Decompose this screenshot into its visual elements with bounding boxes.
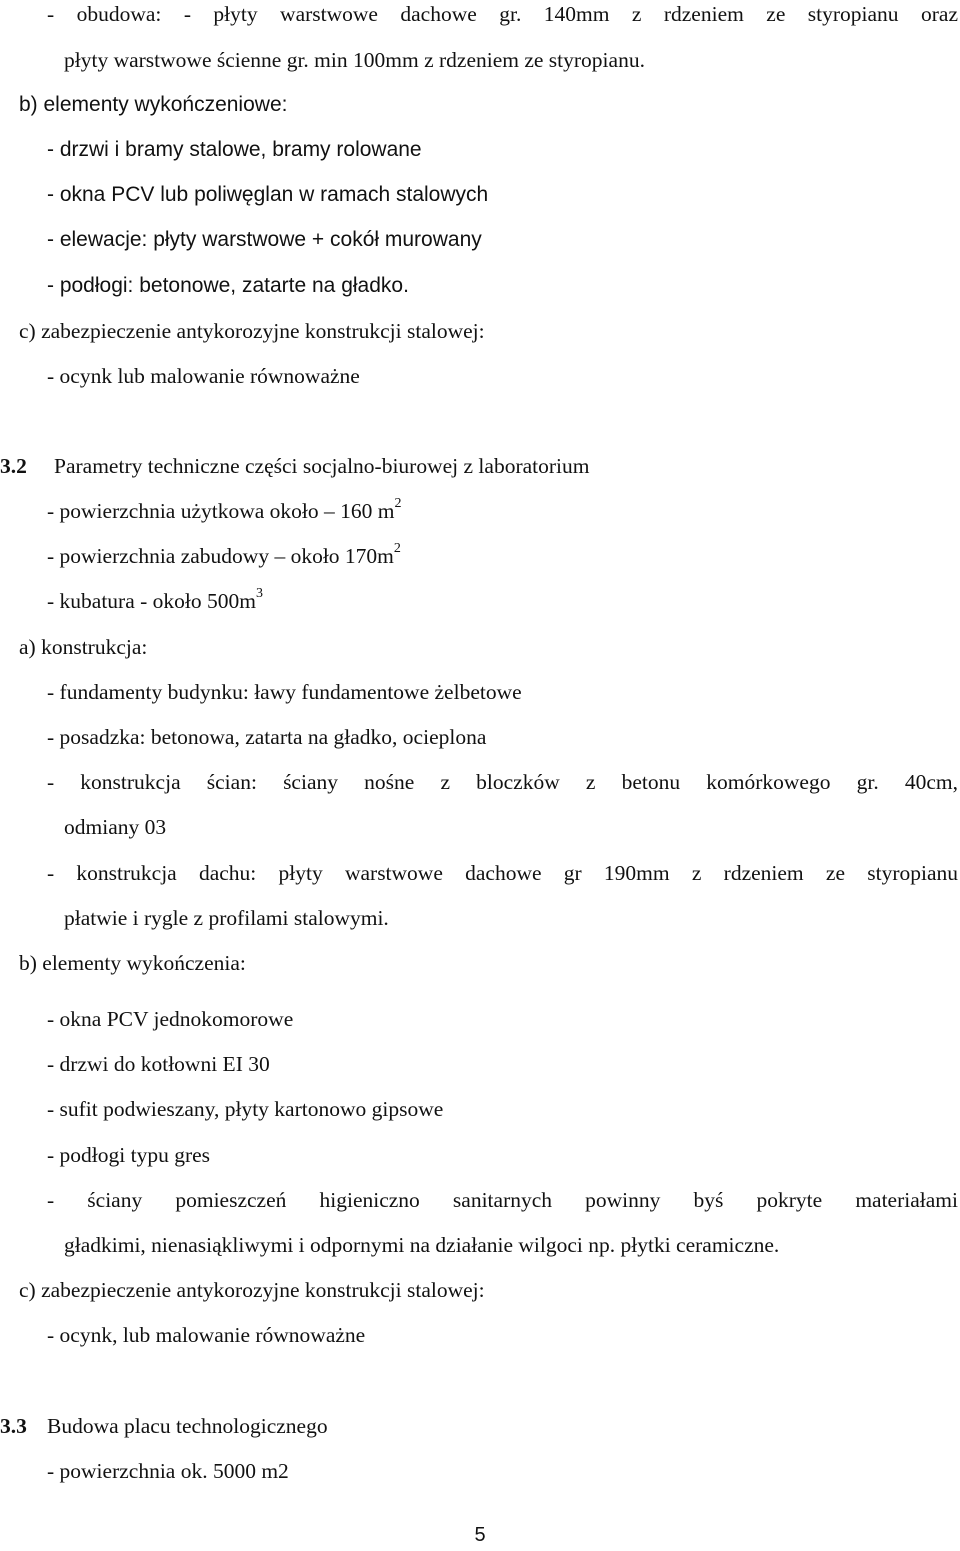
text-line: c) zabezpieczenie antykorozyjne konstrukcji stalowej:	[19, 319, 485, 343]
text-line: - drzwi do kotłowni EI 30	[47, 1052, 270, 1076]
text-line: płatwie i rygle z profilami stalowymi.	[64, 906, 389, 930]
superscript: 2	[393, 540, 401, 556]
text-line: - ocynk lub malowanie równoważne	[47, 364, 360, 388]
text-line: - ocynk, lub malowanie równoważne	[47, 1323, 366, 1347]
section-number: 3.3	[0, 1414, 27, 1438]
text-line: - posadzka: betonowa, zatarta na gładko, ocieplona	[47, 725, 487, 749]
text-line: a) konstrukcja:	[19, 635, 148, 659]
section-heading-3-2	[0, 453, 960, 479]
text-line	[47, 585, 960, 614]
text-line: - podłogi: betonowe, zatarte na gładko.	[47, 274, 409, 297]
text-line: - sufit podwieszany, płyty kartonowo gipsowe	[47, 1097, 444, 1121]
section-heading-3-3	[0, 1413, 960, 1439]
text-line	[47, 495, 960, 524]
text-line: - obudowa: - płyty warstwowe dachowe gr. 140mm z rdzeniem ze styropianu oraz	[47, 2, 958, 26]
text-line: - konstrukcja dachu: płyty warstwowe dachowe gr 190mm z rdzeniem ze styropianu	[47, 861, 958, 885]
text-line: b) elementy wykończenia:	[19, 951, 246, 975]
area-usable: - powierzchnia użytkowa około – 160 m	[47, 499, 395, 523]
text-line: - okna PCV jednokomorowe	[47, 1007, 294, 1031]
volume: - kubatura - około 500m	[47, 589, 256, 613]
superscript: 2	[394, 495, 402, 511]
section-title: Parametry techniczne części socjalno-biurowej z laboratorium	[54, 454, 590, 478]
text-line: b) elementy wykończeniowe:	[19, 93, 288, 116]
area-built: - powierzchnia zabudowy – około 170m	[47, 544, 394, 568]
text-line: odmiany 03	[64, 815, 167, 839]
page-number: 5	[474, 1524, 486, 1546]
superscript: 3	[256, 585, 263, 601]
section-title: Budowa placu technologicznego	[47, 1414, 328, 1438]
text-line: - ściany pomieszczeń higieniczno sanitarnych powinny byś pokryte materiałami	[47, 1188, 958, 1212]
section-number: 3.2	[0, 454, 27, 478]
text-line: c) zabezpieczenie antykorozyjne konstrukcji stalowej:	[19, 1278, 485, 1302]
text-line: - powierzchnia ok. 5000 m2	[47, 1459, 289, 1483]
text-line: gładkimi, nienasiąkliwymi i odpornymi na działanie wilgoci np. płytki ceramiczne.	[64, 1233, 780, 1257]
text-line: - fundamenty budynku: ławy fundamentowe żelbetowe	[47, 680, 522, 704]
text-line: - podłogi typu gres	[47, 1143, 211, 1167]
text-line: - elewacje: płyty warstwowe + cokół murowany	[47, 228, 482, 251]
text-line: - drzwi i bramy stalowe, bramy rolowane	[47, 138, 422, 161]
text-line: płyty warstwowe ścienne gr. min 100mm z rdzeniem ze styropianu.	[64, 48, 645, 72]
text-line: - okna PCV lub poliwęglan w ramach stalowych	[47, 183, 489, 206]
text-line: - konstrukcja ścian: ściany nośne z bloczków z betonu komórkowego gr. 40cm,	[47, 770, 958, 794]
text-line	[47, 540, 960, 569]
